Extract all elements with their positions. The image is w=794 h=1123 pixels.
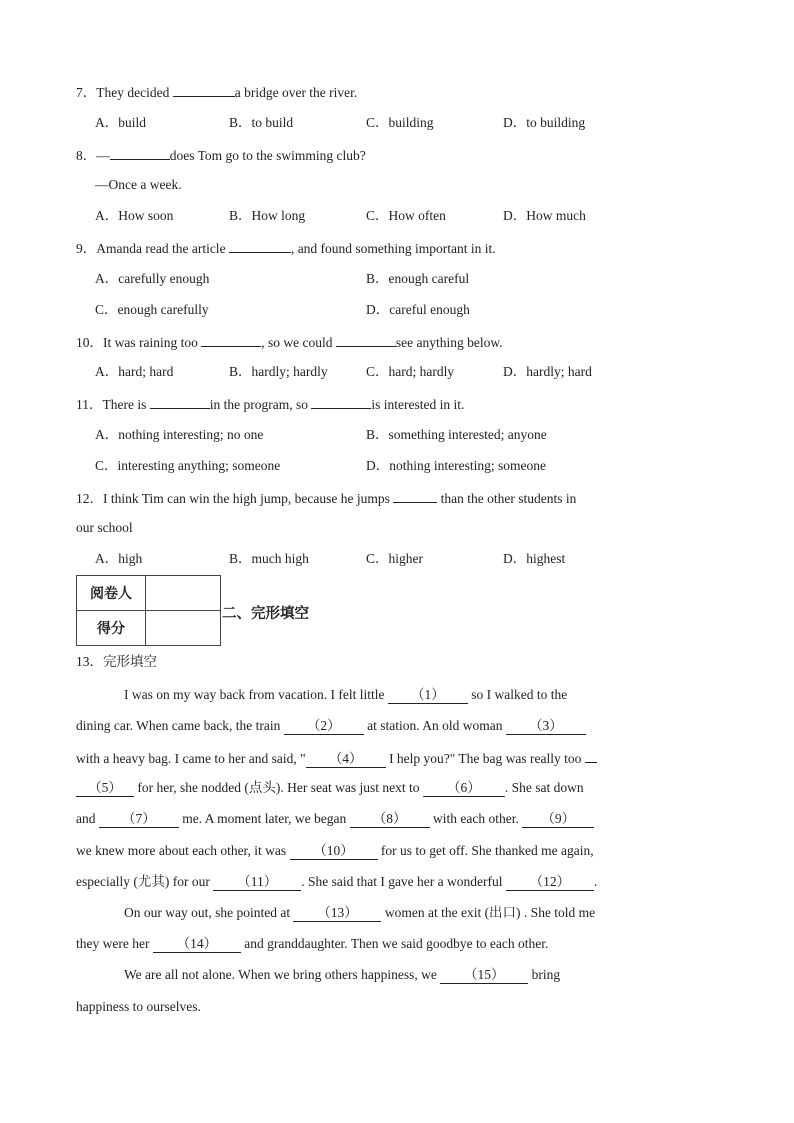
cloze-blank-2[interactable]: （2） [284, 718, 364, 735]
question-text: Amanda read the article [96, 241, 229, 256]
option-c[interactable]: C．building [366, 115, 434, 130]
cloze-blank-11[interactable]: （11） [213, 874, 301, 891]
question-9 [76, 238, 496, 258]
option-b[interactable]: B．enough careful [366, 271, 470, 286]
question-number: 12． [76, 491, 103, 506]
answer-blank[interactable] [311, 394, 371, 409]
option-b[interactable]: B．much high [229, 551, 309, 566]
passage-line: and （7） me. A moment later, we began （8） with each other. （9） [76, 810, 594, 828]
cloze-blank-3[interactable]: （3） [506, 718, 586, 735]
option-b[interactable]: B．How long [229, 208, 306, 223]
answer-blank[interactable] [110, 145, 170, 160]
option-d[interactable]: D．nothing interesting; someone [366, 458, 546, 473]
question-number: 8． [76, 148, 97, 163]
option-c[interactable]: C．enough carefully [95, 302, 209, 317]
answer-blank[interactable] [173, 82, 235, 97]
passage-line: On our way out, she pointed at （13） women at the exit (出口) . She told me [124, 905, 596, 920]
passage-line: happiness to ourselves. [76, 999, 201, 1014]
score-table [76, 575, 221, 646]
cloze-blank-8[interactable]: （8） [350, 811, 430, 828]
option-d[interactable]: D．How much [503, 208, 586, 223]
dash: — [96, 148, 110, 163]
question-text: a bridge over the river. [234, 85, 358, 100]
cloze-blank-15[interactable]: （15） [440, 967, 528, 984]
option-a[interactable]: A．nothing interesting; no one [95, 427, 264, 442]
score-cell[interactable] [146, 611, 221, 646]
passage-line: they were her （14） and granddaughter. Then we said goodbye to each other. [76, 936, 549, 951]
question-number: 9． [76, 241, 97, 256]
passage-line: especially (尤其) for our （11） . She said that I gave her a wonderful （12） . [76, 874, 598, 889]
question-text: There is [102, 397, 150, 412]
reviewer-cell[interactable] [146, 576, 221, 611]
question-text: , so we could [261, 335, 336, 350]
question-number: 7． [76, 85, 97, 100]
option-a[interactable]: A．carefully enough [95, 271, 210, 286]
cloze-blank-13[interactable]: （13） [293, 905, 381, 922]
question-text: They decided [96, 85, 173, 100]
option-a[interactable]: A．How soon [95, 208, 174, 223]
cloze-blank-5-start [585, 748, 597, 763]
question-7 [76, 82, 357, 102]
passage-line: We are all not alone. When we bring others happiness, we （15） bring [124, 967, 561, 982]
cloze-blank-12[interactable]: （12） [506, 874, 594, 891]
answer-blank[interactable] [336, 332, 396, 347]
option-b[interactable]: B．hardly; hardly [229, 364, 328, 379]
option-a[interactable]: A．build [95, 115, 147, 130]
option-c[interactable]: C．interesting anything; someone [95, 458, 281, 473]
cloze-blank-14[interactable]: （14） [153, 936, 241, 953]
cloze-blank-10[interactable]: （10） [290, 843, 378, 860]
option-b[interactable]: B．to build [229, 115, 294, 130]
option-d[interactable]: D．careful enough [366, 302, 470, 317]
answer-blank[interactable] [393, 488, 437, 503]
option-c[interactable]: C．How often [366, 208, 446, 223]
option-c[interactable]: C．higher [366, 551, 423, 566]
answer-blank[interactable] [150, 394, 210, 409]
question-10 [76, 332, 503, 352]
question-8 [76, 145, 366, 165]
question-12 [76, 488, 576, 508]
cloze-blank-6[interactable]: （6） [423, 780, 505, 797]
question-text: It was raining too [103, 335, 202, 350]
section-title: 二、完形填空 [222, 606, 309, 622]
cloze-blank-7[interactable]: （7） [99, 811, 179, 828]
question-text: does Tom go to the swimming club? [169, 148, 366, 163]
question-number: 13． [76, 654, 103, 669]
question-number: 11． [76, 397, 103, 412]
question-text: , and found something important in it. [290, 241, 496, 256]
passage-line: I was on my way back from vacation. I felt little （1） so I walked to the [124, 687, 568, 702]
question-number: 10． [76, 335, 103, 350]
cloze-blank-5[interactable]: （5） [76, 780, 134, 797]
option-a[interactable]: A．hard; hard [95, 364, 174, 379]
question-text: in the program, so [209, 397, 312, 412]
passage-line: we knew more about each other, it was （10） for us to get off. She thanked me again, [76, 843, 594, 858]
question-11 [76, 394, 464, 414]
passage-line: （5） for her, she nodded (点头). Her seat was just next to （6） . She sat down [76, 779, 584, 797]
question-text: see anything below. [395, 335, 503, 350]
option-d[interactable]: D．hardly; hard [503, 364, 592, 379]
option-a[interactable]: A．high [95, 551, 143, 566]
cloze-blank-1[interactable]: （1） [388, 687, 468, 704]
question-text: is interested in it. [371, 397, 465, 412]
answer-blank[interactable] [229, 238, 291, 253]
question-text: I think Tim can win the high jump, because he jumps [103, 491, 394, 506]
passage-line: dining car. When came back, the train （2） at station. An old woman （3） [76, 717, 586, 735]
cloze-blank-9[interactable]: （9） [522, 811, 594, 828]
option-d[interactable]: D．to building [503, 115, 586, 130]
question-title: 完形填空 [103, 654, 157, 670]
question-text: than the other students in [437, 491, 577, 506]
score-label: 得分 [77, 611, 146, 646]
answer-line: —Once a week. [95, 177, 182, 192]
option-d[interactable]: D．highest [503, 551, 566, 566]
option-c[interactable]: C．hard; hardly [366, 364, 455, 379]
option-b[interactable]: B．something interested; anyone [366, 427, 547, 442]
answer-blank[interactable] [201, 332, 261, 347]
reviewer-label: 阅卷人 [77, 576, 146, 611]
question-13-heading [76, 653, 157, 671]
cloze-blank-4[interactable]: （4） [306, 751, 386, 768]
question-12-continued: our school [76, 520, 133, 535]
passage-line: with a heavy bag. I came to her and said, " （4） I help you?" The bag was really too [76, 748, 597, 768]
